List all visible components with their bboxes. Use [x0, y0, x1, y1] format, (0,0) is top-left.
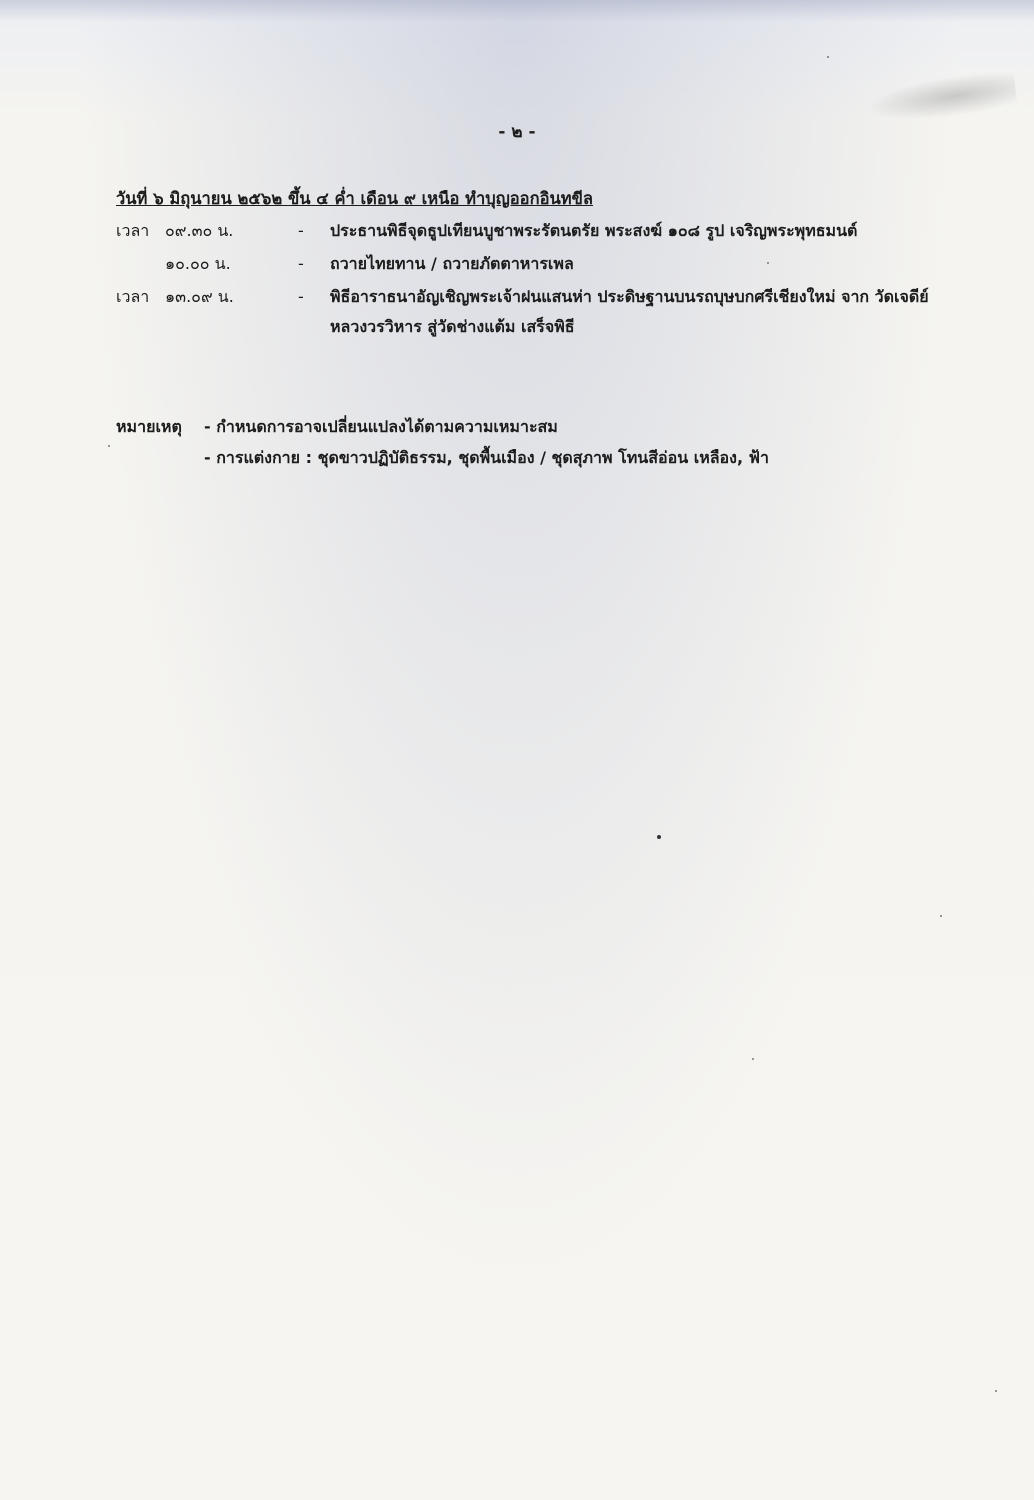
time-label: เวลา: [116, 221, 150, 240]
scan-speck: [657, 835, 661, 839]
item-dash: -: [298, 254, 304, 273]
remarks-line: - กำหนดการอาจเปลี่ยนแปลงได้ตามความเหมาะสม: [204, 417, 558, 436]
remarks-label: หมายเหตุ: [116, 417, 182, 436]
scan-speck: [752, 1058, 754, 1060]
item-dash: -: [298, 221, 304, 240]
date-heading: วันที่ ๖ มิถุนายน ๒๕๖๒ ขึ้น ๔ ค่ำ เดือน ๙ เหนือ ทำบุญออกอินทขีล: [116, 189, 594, 208]
scan-speck: [108, 445, 110, 447]
scan-speck: [940, 915, 942, 917]
time-value: ๑๐.๐๐ น.: [165, 254, 231, 273]
scan-shadow: [0, 0, 1034, 22]
remarks-line: - การแต่งกาย : ชุดขาวปฏิบัติธรรม, ชุดพื้นเมือง / ชุดสุภาพ โทนสีอ่อน เหลือง, ฟ้า: [204, 448, 769, 467]
item-description: ถวายไทยทาน / ถวายภัตตาหารเพล: [330, 254, 574, 273]
scan-speck: [767, 262, 769, 264]
item-dash: -: [298, 287, 304, 306]
time-label: เวลา: [116, 287, 150, 306]
page-number: - ๒ -: [498, 122, 536, 142]
time-value: ๑๓.๐๙ น.: [165, 287, 234, 306]
time-value: ๐๙.๓๐ น.: [165, 221, 234, 240]
item-description: ประธานพิธีจุดธูปเทียนบูชาพระรัตนตรัย พระสงฆ์ ๑๐๘ รูป เจริญพระพุทธมนต์: [330, 221, 858, 240]
item-description: พิธีอาราธนาอัญเชิญพระเจ้าฝนแสนห่า ประดิษฐานบนรถบุษบกศรีเชียงใหม่ จาก วัดเจดีย์หลวงวรวิหาร สู่วัดช่างแต้ม เสร็จพิธี: [330, 287, 929, 336]
scan-speck: [827, 56, 829, 58]
scan-speck: [995, 1390, 997, 1392]
